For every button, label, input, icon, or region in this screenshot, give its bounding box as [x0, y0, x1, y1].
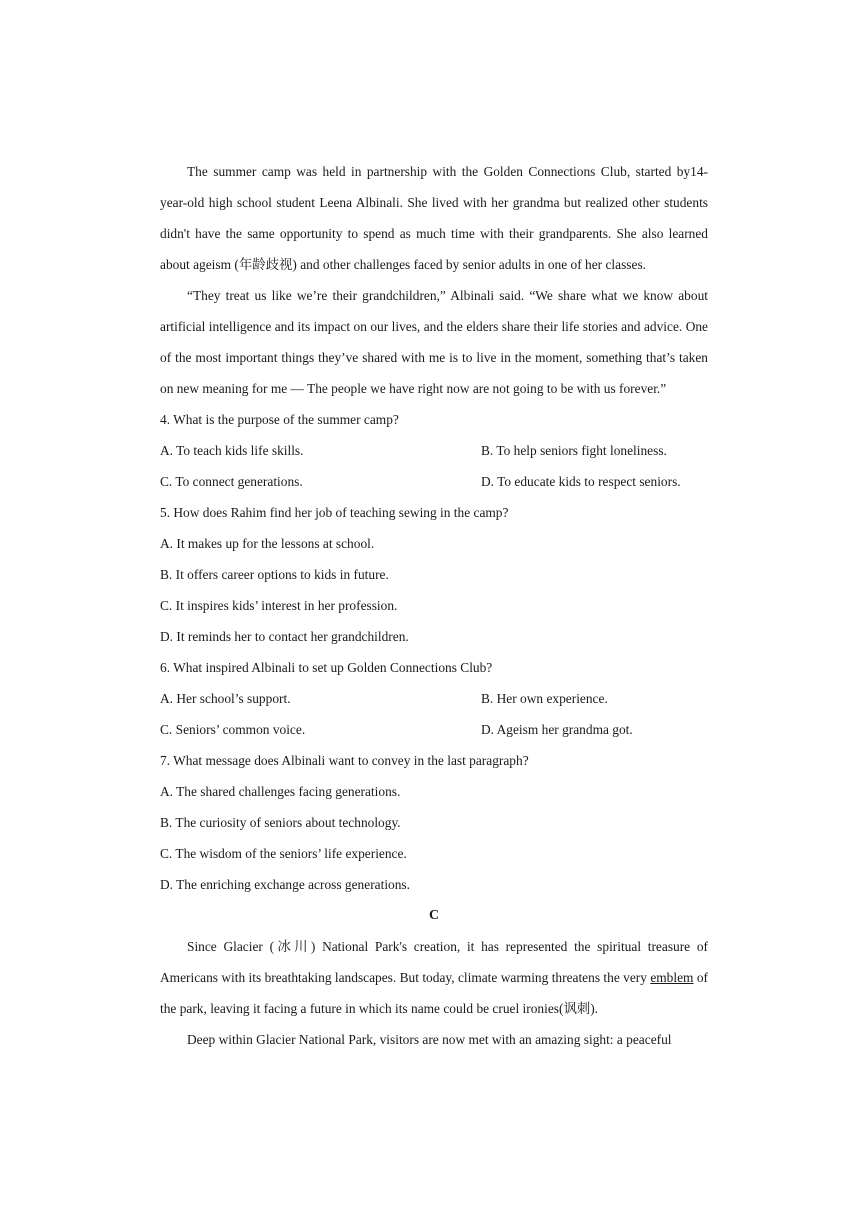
passage-c-text-2: of the park, leaving it facing a future in which its name could be cruel ironies(讽刺). [160, 970, 708, 1016]
underlined-word-emblem: emblem [650, 970, 694, 985]
question-7-option-b: B. The curiosity of seniors about technology. [160, 815, 401, 830]
question-5-option-c: C. It inspires kids’ interest in her profession. [160, 598, 398, 613]
question-4-option-b: B. To help seniors fight loneliness. [481, 443, 667, 458]
question-6 [160, 652, 708, 745]
passage-c-paragraph-1 [160, 931, 708, 1024]
question-6-option-a: A. Her school’s support. [160, 691, 291, 706]
question-6-option-b: B. Her own experience. [481, 691, 608, 706]
passage-c-paragraph-2: Deep within Glacier National Park, visitors are now met with an amazing sight: a peaceful [187, 1032, 672, 1047]
question-4 [160, 404, 708, 497]
question-5 [160, 497, 708, 652]
question-6-options-row-1 [160, 683, 708, 714]
question-4-options-row-2 [160, 466, 708, 497]
question-4-option-a: A. To teach kids life skills. [160, 443, 304, 458]
question-7-stem: 7. What message does Albinali want to convey in the last paragraph? [160, 753, 529, 768]
question-4-option-c: C. To connect generations. [160, 474, 303, 489]
question-6-option-c: C. Seniors’ common voice. [160, 722, 306, 737]
question-6-stem: 6. What inspired Albinali to set up Golden Connections Club? [160, 660, 493, 675]
question-6-options-row-2 [160, 714, 708, 745]
passage-b-paragraph-2: “They treat us like we’re their grandchildren,” Albinali said. “We share what we know about artificial intelligence and its impact on our lives, and the elders share their life stories and advice. One of the most important things they’ve shared with me is to live in the moment, something that’s taken on new meaning for me — The people we have right now are not going to be with us forever.” [160, 288, 708, 396]
question-5-option-b: B. It offers career options to kids in future. [160, 567, 389, 582]
question-4-options-row-1 [160, 435, 708, 466]
question-5-option-a: A. It makes up for the lessons at school. [160, 536, 375, 551]
question-7 [160, 745, 708, 900]
section-c-heading: C [428, 908, 440, 923]
passage-b-paragraph-1: The summer camp was held in partnership with the Golden Connections Club, started by14-year-old high school student Leena Albinali. She lived with her grandma but realized other students didn't have the same opportunity to spend as much time with their grandparents. She also learned about ageism (年龄歧视) and other challenges faced by senior adults in one of her classes. [160, 164, 708, 272]
question-7-option-a: A. The shared challenges facing generations. [160, 784, 401, 799]
passage-c-text-1: Since Glacier (冰川) National Park's creation, it has represented the spiritual treasure of Americans with its breathtaking landscapes. But today, climate warming threatens the very [160, 939, 708, 985]
question-7-option-d: D. The enriching exchange across generations. [160, 877, 410, 892]
question-7-option-c: C. The wisdom of the seniors’ life experience. [160, 846, 407, 861]
question-4-option-d: D. To educate kids to respect seniors. [481, 474, 681, 489]
question-5-stem: 5. How does Rahim find her job of teaching sewing in the camp? [160, 505, 509, 520]
question-6-option-d: D. Ageism her grandma got. [481, 722, 633, 737]
document-content [160, 156, 708, 1055]
question-4-stem: 4. What is the purpose of the summer camp? [160, 412, 399, 427]
question-5-option-d: D. It reminds her to contact her grandchildren. [160, 629, 409, 644]
